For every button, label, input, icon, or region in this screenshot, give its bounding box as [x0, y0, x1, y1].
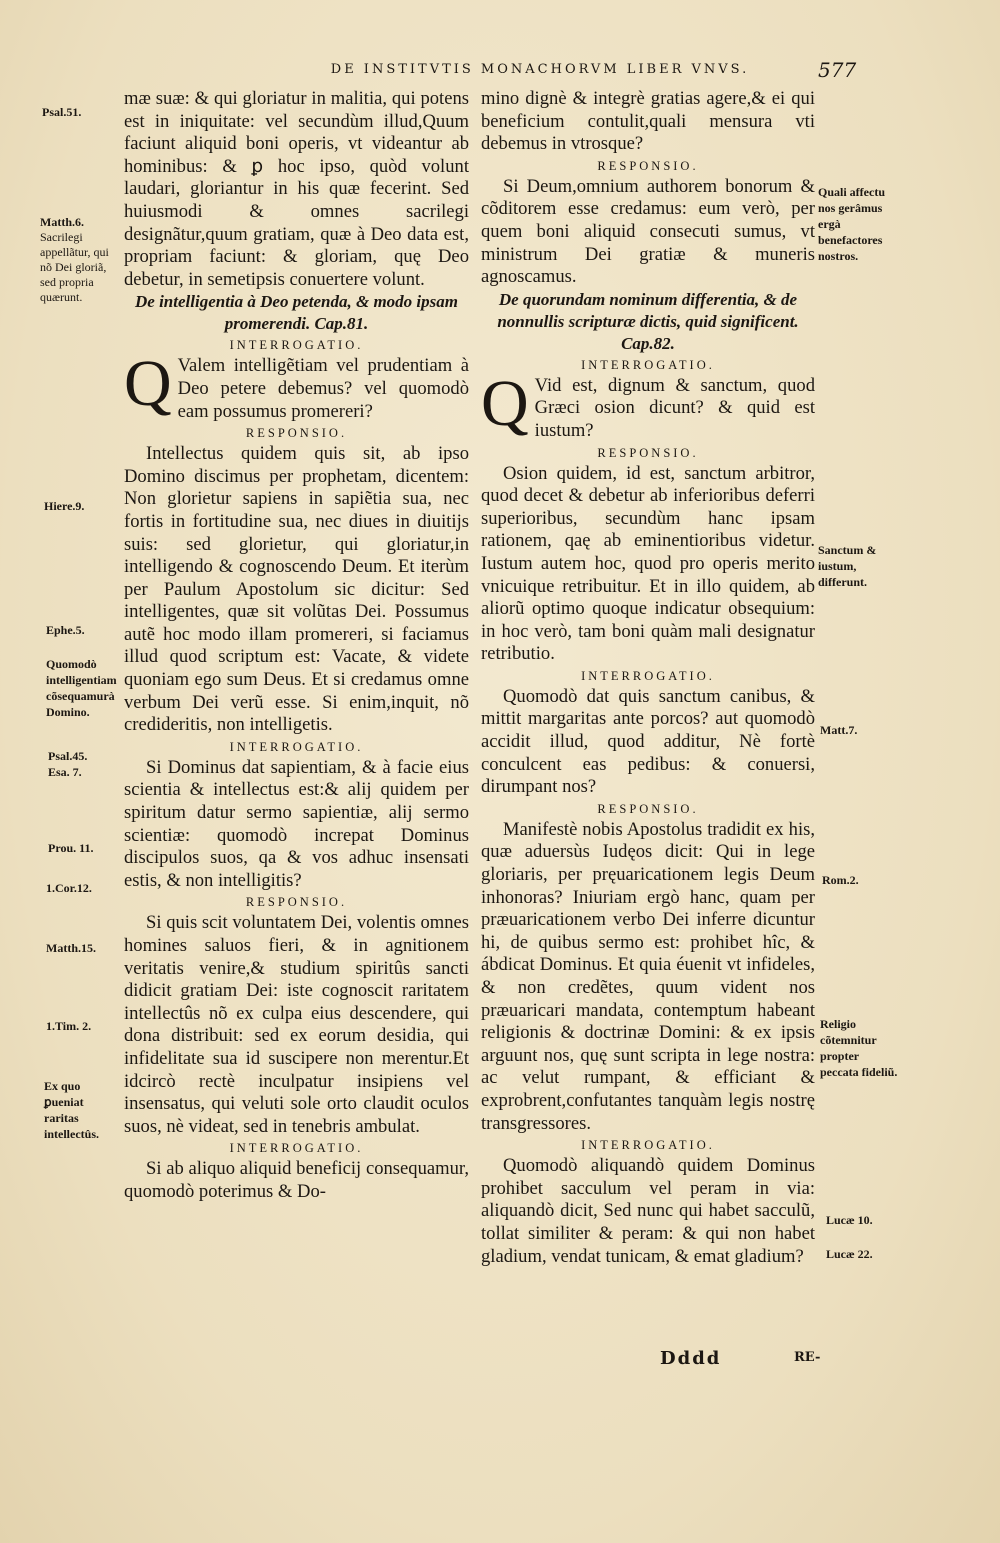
catchword: RE-: [794, 1350, 821, 1365]
margin-note: 1.Tim. 2.: [46, 1019, 92, 1033]
margin-note: Psal.45.: [48, 749, 88, 763]
response-text: Manifestè nobis Apostolus tradidit ex his, quæ aduersùs Iudęos dicit: Qui in lege gloriaris, per pręuaricationem legis Deum inhonoras? Iniuriam ergò hanc, quam per præuaricationem verbo Dei inferre dicuntur hi, de quibus sermo est: prohibet hîc, & ábdicat Dominus. Et quia éuenit vt infideles, & non credẽtes, quum vident nos præuaricari mandata, contemptum habeant religionis & doctrinæ Domini: & ex ipsis arguunt nos, quę sunt scripta in lege nostra: ac velut rumpant, & efficiant & exprobrent,confutantes tanquàm legis nostrę transgressores.: [481, 818, 815, 1134]
margin-note: Quomodò intelligentiam cõsequamurà Domino.: [46, 657, 117, 719]
margin-note: Lucæ 22.: [826, 1247, 873, 1261]
right-column: [481, 88, 815, 1268]
interrogatio-heading: INTERROGATIO.: [581, 1138, 715, 1153]
question-text: Si Dominus dat sapientiam, & à facie eius scientia & intellectus est:& alij quidem per spiritum datur sermo sapientiæ, alij sermo scientiæ: quomodò increpat Dominus discipulos suos, qa & vos adhuc insensati estis, & non intelligitis?: [124, 756, 469, 891]
margin-note: Matt.7.: [820, 723, 858, 737]
margin-note: Lucæ 10.: [826, 1213, 873, 1227]
margin-note: Psal.51.: [42, 105, 82, 119]
response-text: Osion quidem, id est, sanctum arbitror, quod decet & debetur ab inferioribus deferri superioribus, secundùm hanc ipsam rationem, qaę ab eminentioribus videtur. Iustum autem hoc, quod pro operis merito vnicuique retribuitur. Et in illo quidem, ab aliorũ optimo quoque indicatur obsequium: in hoc verò, tam boni quàm mali designatur retributio.: [481, 462, 815, 665]
running-title: DE INSTITVTIS MONACHORVM LIBER VNVS.: [330, 62, 750, 77]
drop-cap: Q: [481, 366, 529, 440]
responsio-heading: RESPONSIO.: [597, 158, 699, 173]
paragraph: mæ suæ: & qui gloriatur in malitia, qui potens est in iniquitate: vel secundùm illud,Quum faciunt aliquid boni operis, vt videantur ab hominibus: & ꝑ hoc ipso, quòd volunt laudari, gloriantur in his quæ fecerint. Sed huiusmodi & omnes sacrilegi designãtur,quum gratiam, quæ à Deo data est, propriam faciunt: & gloriam, quę Deo debetur, in semetipsis conuertere volunt.: [124, 88, 469, 290]
left-column: [124, 88, 469, 1204]
question-text: Valem intelligẽtiam vel prudentiam à Deo petere debemus? vel quomodò eam possumus promereri?: [177, 355, 469, 422]
margin-note: Matth.15.: [46, 941, 96, 955]
margin-note: Quali affectu nos gerâmus ergà benefactores nostros.: [818, 185, 885, 263]
question-text: Si ab aliquo aliquid beneficij consequamur, quomodò poterimus & Do-: [124, 1158, 469, 1202]
interrogatio-heading: INTERROGATIO.: [229, 739, 364, 754]
responsio-heading: RESPONSIO.: [597, 801, 699, 816]
responsio-heading: RESPONSIO.: [597, 445, 699, 460]
page-number: 577: [818, 58, 857, 82]
margin-note: Sanctum & iustum, differunt.: [818, 543, 877, 589]
paragraph: mino dignè & integrè gratias agere,& ei qui beneficium contulit,quali mensura vti debemus in vtrosque?: [481, 88, 815, 155]
responsio-heading: RESPONSIO.: [245, 426, 348, 441]
drop-cap: Q: [124, 347, 172, 421]
margin-note: 1.Cor.12.: [46, 881, 92, 895]
margin-note: Hiere.9.: [44, 499, 85, 513]
margin-note: Rom.2.: [822, 873, 859, 887]
question-text: Quomodò dat quis sanctum canibus, & mittit margaritas ante porcos? aut quomodò accidit illud, quod additur, Nè fortè conculcent eas pedibus: & conuersi, dirumpant nos?: [481, 685, 815, 798]
margin-note: Prou. 11.: [48, 841, 94, 855]
margin-note: Religio cõtemnitur propter peccata fideliũ.: [820, 1017, 898, 1079]
response-text: Si Deum,omnium authorem bonorum & cõditorem esse credamus: eum verò, per quem boni aliquid consecuti sumus, vt ministrum Dei gratiæ & muneris agnoscamus.: [481, 175, 815, 288]
question-text: Vid est, dignum & sanctum, quod Græci osion dicunt? & quid est iustum?: [534, 374, 815, 441]
margin-note: Matth.6.: [40, 215, 84, 229]
question-text: Quomodò aliquandò quidem Dominus prohibet sacculum vel peram in via: aliquandò dicit, Sed nunc qui habet sacculũ, tollat similiter & peram: & qui non habet gladium, vendat tunicam, & emat gladium?: [481, 1155, 815, 1267]
signature-mark: Dddd: [660, 1348, 722, 1369]
response-text: Intellectus quidem quis sit, ab ipso Domino discimus per prophetam, dicentem: Non glorietur sapiens in sapiẽtia sua, nec fortis in fortitudine sua, nec diues in diuitijs suis: sed glorietur, qui gloriatur,in intelligendo & cognoscendo Deum. Et iterùm per Paulum Apostolum sic dicitur: Sed intelligentes, quæ sit volũtas Dei. Possumus autẽ hoc modo illam promereri, si faciamus illud quod scriptum est: Vacate, & videte quoniam ego sum Deus. Et si credamus omne verbum Dei verũ esse. Si enim,inquit, nõ credideritis, non intelligetis.: [124, 443, 469, 736]
interrogatio-heading: INTERROGATIO.: [229, 1141, 364, 1156]
interrogatio-heading: INTERROGATIO.: [581, 357, 715, 372]
chapter-heading: De quorundam nominum differentia, & de nonnullis scripturæ dictis, quid significent. Cap.82.: [497, 289, 799, 353]
margin-note: Sacrilegi appellãtur, qui nõ Dei gloriã, sed propria quærunt.: [40, 230, 109, 304]
interrogatio-heading: INTERROGATIO.: [229, 338, 364, 353]
margin-note: Esa. 7.: [48, 765, 82, 779]
interrogatio-heading: INTERROGATIO.: [581, 668, 715, 683]
margin-note: Ephe.5.: [46, 623, 85, 637]
margin-note: Ex quo ꝑueniat raritas intellectûs.: [44, 1079, 99, 1141]
chapter-heading: De intelligentia à Deo petenda, & modo ipsam promerendi. Cap.81.: [135, 292, 458, 334]
response-text: Si quis scit voluntatem Dei, volentis omnes homines saluos fieri, & in agnitionem veritatis venire,& studium spiritûs sancti didicit gratiam Dei: iste cognoscit raritatem intellectûs nõ ex culpa eius descendere, qui dona distribuit: sed ex eorum desidia, qui infidelitate sua id suscipere non merentur.Et idcircò rectè inculpatur insipiens vel insensatus, qui veluti sole orto claudit oculos suos, nè videat, sed in tenebris ambulat.: [124, 912, 469, 1137]
responsio-heading: RESPONSIO.: [245, 895, 348, 910]
